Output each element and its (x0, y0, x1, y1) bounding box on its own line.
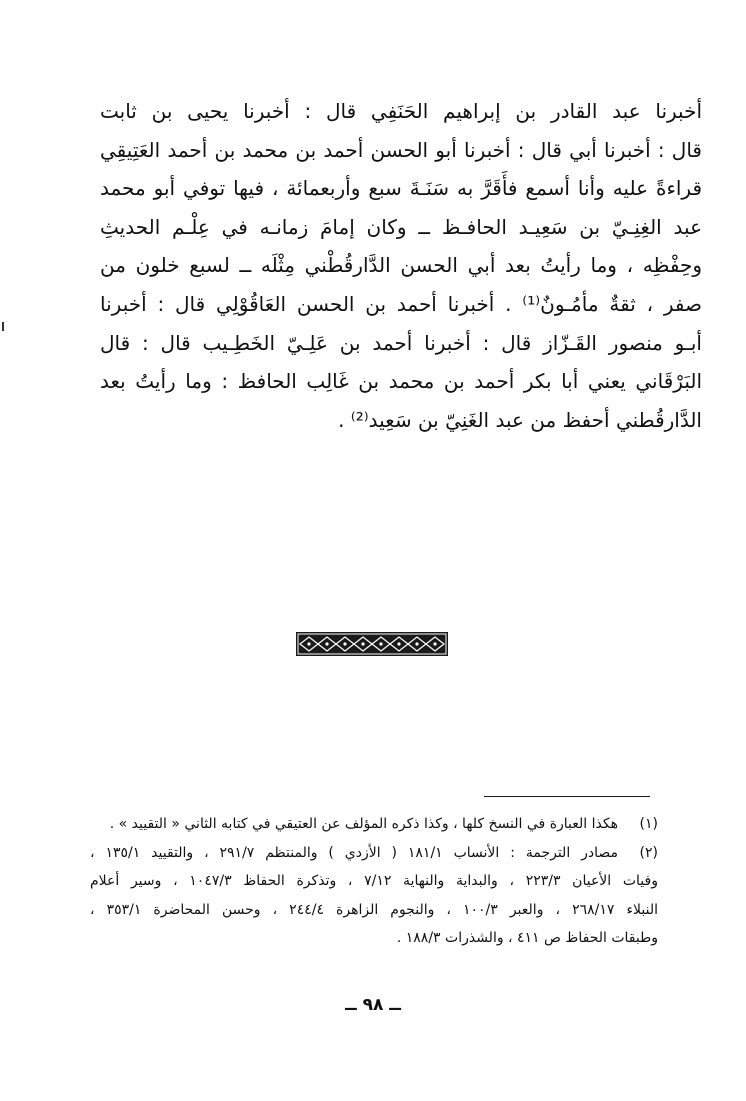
main-text-line: أبـو منصور القَـزّاز قال : أخبرنا أحمد بن عَلِـيّ الخَطِـيب قال : قال (100, 330, 702, 355)
footnote-text: مصادر الترجمة : الأنساب ١٨١/١ ( الأزدي ) والمنتظم ٢٩١/٧ ، والتقييد ١٣٥/١ ، (90, 844, 619, 861)
footnote-line (90, 810, 658, 839)
footnotes-block (90, 810, 658, 953)
margin-mark (2, 322, 4, 331)
main-text-line: وحِفْظِه ، وما رأيتُ بعد أبي الحسن الدَّارقُطْني مِثْلَه ــ لسبع خلون من (100, 253, 702, 278)
footnote-text: هكذا العبارة في النسخ كلها ، وكذا ذكره المؤلف عن العتيقي في كتابه الثاني « التقييد » . (109, 816, 618, 832)
main-text-line: قراءةً عليه وأنا أسمع فأَقَرَّ به سَنَـةَ سبع وأربعمائة ، فيها توفي أبو محمد (100, 176, 702, 201)
footnote-line (90, 867, 658, 896)
footnote-line (90, 896, 658, 925)
footnote-text: وفيات الأعيان ٢٢٣/٣ ، والبداية والنهاية ٧/١٢ ، وتذكرة الحفاظ ١٠٤٧/٣ ، وسير أعلام (90, 873, 658, 889)
main-text-line: عبد الغِنِـيّ بن سَعِيـد الحافـظ ــ وكان إمامَ زمانـه في عِلْـم الحديثِ (100, 214, 702, 239)
footnote-line (90, 839, 658, 868)
main-text-line: صفر ، ثقةٌ مأمُـونٌ⁽¹⁾ . أخبرنا أحمد بن الحسن العَاقُوْلِي قال : أخبرنا (100, 291, 702, 316)
main-text-line: الدَّارقُطني أحفظ من عبد الغَنِيّ بن سَعِيد⁽²⁾ . (338, 407, 702, 432)
footnote-number: (١) (639, 816, 658, 832)
main-text-line: أخبرنا عبد القادر بن إبراهيم الحَنَفِي قال : أخبرنا يحيى بن ثابت (100, 99, 702, 123)
main-text-block (100, 92, 702, 439)
footnote-number: (٢) (639, 844, 658, 861)
footnote-separator (484, 796, 650, 797)
page-number: ــ ٩٨ ــ (345, 995, 401, 1015)
footnote-line (90, 924, 658, 953)
main-text-line: قال : أخبرنا أبي قال : أخبرنا أبو الحسن أحمد بن محمد بن أحمد العَتِيقِي (100, 137, 702, 162)
footnote-text: وطبقات الحفاظ ص ٤١١ ، والشذرات ١٨٨/٣ . (396, 930, 658, 946)
footnote-text: النبلاء ٢٦٨/١٧ ، والعبر ١٠٠/٣ ، والنجوم الزاهرة ٢٤٤/٤ ، وحسن المحاضرة ٣٥٣/١ ، (90, 901, 658, 918)
ornamental-divider-icon (296, 632, 448, 656)
main-text-line: البَرْقَاني يعني أبا بكر أحمد بن محمد بن غَالِب الحافظ : وما رأيتُ بعد (100, 369, 702, 394)
